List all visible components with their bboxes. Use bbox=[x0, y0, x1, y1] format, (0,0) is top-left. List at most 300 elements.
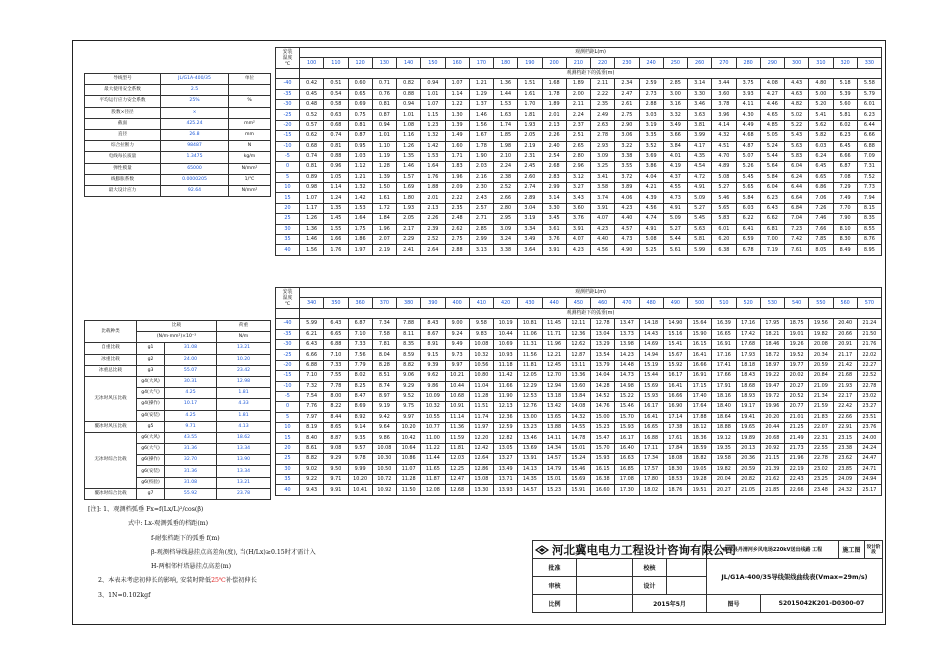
sag-value: 7.66 bbox=[809, 224, 833, 234]
span-header: 550 bbox=[809, 298, 833, 308]
sag-value: 10.19 bbox=[494, 319, 518, 329]
sag-value: 23.38 bbox=[833, 443, 857, 453]
sag-value: 1.07 bbox=[445, 79, 469, 89]
temperature-cell: 40 bbox=[276, 485, 300, 495]
sag-value: 5.65 bbox=[736, 183, 760, 193]
sag-value: 3.55 bbox=[615, 162, 639, 172]
param-cell: % bbox=[229, 96, 271, 107]
sag-value: 18.21 bbox=[760, 329, 784, 339]
sag-value: 3.00 bbox=[663, 89, 687, 99]
sag-value: 17.42 bbox=[736, 329, 760, 339]
sag-value: 10.42 bbox=[397, 433, 421, 443]
sag-value: 2.03 bbox=[469, 162, 493, 172]
sag-value: 6.03 bbox=[736, 203, 760, 213]
sag-value: 3.06 bbox=[615, 131, 639, 141]
sag-value: 6.23 bbox=[760, 193, 784, 203]
temperature-cell: 35 bbox=[276, 475, 300, 485]
sag-value: 11.28 bbox=[397, 475, 421, 485]
sag-value: 2.19 bbox=[518, 141, 542, 151]
load-row bbox=[85, 354, 271, 365]
sag-value: 15.69 bbox=[566, 475, 590, 485]
sag-value: 17.38 bbox=[663, 423, 687, 433]
sag-value: 5.84 bbox=[736, 193, 760, 203]
sag-value: 11.36 bbox=[445, 423, 469, 433]
span-header: 170 bbox=[469, 58, 493, 68]
sag-value: 15.01 bbox=[566, 443, 590, 453]
sag-value: 1.30 bbox=[445, 110, 469, 120]
sag-value: 5.84 bbox=[760, 172, 784, 182]
sag-value: 23.85 bbox=[833, 464, 857, 474]
sag-value: 1.89 bbox=[542, 99, 566, 109]
sag-value: 5.25 bbox=[639, 245, 663, 255]
sag-value: 10.91 bbox=[445, 402, 469, 412]
sag-value: 7.09 bbox=[857, 151, 881, 161]
note-2: 2、本表未考虑初伸长的影响, 安装时降低25℃补偿初伸长 bbox=[98, 577, 257, 585]
sag-value: 5.99 bbox=[300, 319, 324, 329]
temperature-cell: 0 bbox=[276, 162, 300, 172]
sag-value: 19.77 bbox=[785, 360, 809, 370]
sag-value: 16.66 bbox=[688, 360, 712, 370]
sag-value: 0.98 bbox=[300, 183, 324, 193]
design-stage-label: 设计阶段 bbox=[865, 541, 883, 559]
temperature-cell: 15 bbox=[276, 193, 300, 203]
span-header: 310 bbox=[809, 58, 833, 68]
sag-value: 2.10 bbox=[494, 151, 518, 161]
sag-value: 0.89 bbox=[300, 172, 324, 182]
sag-value: 13.54 bbox=[591, 350, 615, 360]
sag-value: 2.75 bbox=[445, 235, 469, 245]
sag-value: 1.07 bbox=[421, 99, 445, 109]
sag-value: 8.65 bbox=[324, 423, 348, 433]
sag-value: 1.72 bbox=[372, 203, 396, 213]
sag-value: 8.91 bbox=[421, 339, 445, 349]
span-header: 390 bbox=[421, 298, 445, 308]
sag-row bbox=[276, 151, 882, 161]
sag-value: 8.15 bbox=[857, 203, 881, 213]
sag-value: 4.85 bbox=[760, 120, 784, 130]
load-kind: 覆冰时综合比载 bbox=[85, 488, 137, 499]
sag-value: 11.97 bbox=[469, 423, 493, 433]
temperature-cell: 40 bbox=[276, 245, 300, 255]
sag-value: 23.48 bbox=[809, 485, 833, 495]
sag-value: 3.03 bbox=[639, 110, 663, 120]
sag-value: 9.29 bbox=[324, 454, 348, 464]
sag-value: 3.61 bbox=[542, 224, 566, 234]
sag-value: 1.45 bbox=[324, 214, 348, 224]
sag-value: 2.52 bbox=[494, 183, 518, 193]
sag-value: 20.68 bbox=[760, 433, 784, 443]
sag-value: 15.01 bbox=[542, 475, 566, 485]
sag-value: 1.21 bbox=[469, 79, 493, 89]
sag-value: 2.37 bbox=[566, 120, 590, 130]
sag-value: 12.78 bbox=[591, 319, 615, 329]
sag-value: 22.42 bbox=[833, 402, 857, 412]
sag-value: 4.43 bbox=[785, 79, 809, 89]
sag-value: 7.33 bbox=[324, 360, 348, 370]
sag-value: 15.00 bbox=[591, 412, 615, 422]
temperature-cell: 25 bbox=[276, 214, 300, 224]
sag-value: 5.60 bbox=[833, 99, 857, 109]
sag-value: 11.59 bbox=[445, 433, 469, 443]
sag-value: 10.64 bbox=[397, 443, 421, 453]
param-row bbox=[85, 163, 271, 174]
sag-value: 7.33 bbox=[348, 339, 372, 349]
note-1-h: H-两相邻杆塔悬挂点高差(m) bbox=[151, 563, 232, 571]
param-cell: 电线每长质量 bbox=[85, 152, 161, 163]
project-name: 康保县丹清河乡风电场220kV送出线路 工程 bbox=[707, 541, 839, 559]
sag-value: 17.16 bbox=[712, 350, 736, 360]
temperature-cell: 0 bbox=[276, 402, 300, 412]
sag-value: 7.10 bbox=[300, 371, 324, 381]
sag-value: 20.44 bbox=[760, 423, 784, 433]
sag-value: 3.04 bbox=[518, 203, 542, 213]
sag-value: 4.82 bbox=[785, 99, 809, 109]
sag-value: 24.94 bbox=[857, 475, 881, 485]
sag-value: 1.78 bbox=[469, 141, 493, 151]
sag-value: 12.29 bbox=[518, 381, 542, 391]
sag-value: 3.91 bbox=[591, 203, 615, 213]
sag-value: 0.87 bbox=[372, 110, 396, 120]
sag-value: 2.88 bbox=[445, 245, 469, 255]
load-value: 55.07 bbox=[165, 365, 217, 376]
sag-value: 6.01 bbox=[712, 224, 736, 234]
param-row bbox=[85, 129, 271, 140]
sag-value: 3.91 bbox=[566, 224, 590, 234]
sag-value: 10.20 bbox=[397, 423, 421, 433]
sag-row bbox=[276, 89, 882, 99]
span-title: 观测档距L(m) bbox=[300, 288, 882, 298]
sag-value: 8.87 bbox=[324, 433, 348, 443]
sag-value: 21.05 bbox=[736, 485, 760, 495]
sag-value: 1.98 bbox=[494, 141, 518, 151]
sag-value: 9.78 bbox=[348, 454, 372, 464]
load-value: 31.36 bbox=[165, 444, 217, 455]
span-header: 460 bbox=[591, 298, 615, 308]
sag-value: 5.07 bbox=[736, 151, 760, 161]
param-cell: 最大设计应力 bbox=[85, 185, 161, 196]
sag-value: 12.05 bbox=[518, 371, 542, 381]
sag-value: 1.71 bbox=[445, 151, 469, 161]
sag-value: 21.39 bbox=[760, 464, 784, 474]
sag-value: 24.47 bbox=[857, 454, 881, 464]
param-cell: 线膨胀系数 bbox=[85, 174, 161, 185]
sag-value: 5.58 bbox=[857, 79, 881, 89]
load-code: g4(大风) bbox=[137, 376, 165, 387]
sag-value: 11.81 bbox=[445, 443, 469, 453]
sag-value: 10.44 bbox=[494, 329, 518, 339]
sag-value: 19.56 bbox=[809, 319, 833, 329]
temperature-cell: -25 bbox=[276, 110, 300, 120]
sag-value: 0.88 bbox=[397, 89, 421, 99]
sag-value: 15.41 bbox=[663, 339, 687, 349]
sag-value: 4.08 bbox=[760, 79, 784, 89]
load-value: 24.00 bbox=[165, 354, 217, 365]
span-header: 540 bbox=[785, 298, 809, 308]
sag-value: 13.11 bbox=[566, 360, 590, 370]
sag-value: 3.09 bbox=[494, 224, 518, 234]
sag-row bbox=[276, 433, 882, 443]
sag-value: 9.71 bbox=[324, 475, 348, 485]
sag-value: 17.34 bbox=[639, 454, 663, 464]
sag-value: 5.83 bbox=[785, 151, 809, 161]
sag-value: 5.22 bbox=[785, 120, 809, 130]
sag-row bbox=[276, 402, 882, 412]
sag-value: 17.93 bbox=[736, 350, 760, 360]
sag-value: 1.35 bbox=[324, 203, 348, 213]
sag-value: 15.44 bbox=[639, 371, 663, 381]
sag-row bbox=[276, 183, 882, 193]
sag-value: 2.99 bbox=[469, 235, 493, 245]
sag-value: 4.80 bbox=[809, 79, 833, 89]
sag-value: 2.61 bbox=[615, 99, 639, 109]
sag-value: 6.04 bbox=[785, 162, 809, 172]
sag-value: 9.14 bbox=[348, 423, 372, 433]
sag-value: 19.01 bbox=[785, 329, 809, 339]
sag-value: 15.47 bbox=[591, 433, 615, 443]
sag-value: 19.72 bbox=[760, 391, 784, 401]
sag-value: 21.68 bbox=[833, 371, 857, 381]
sag-value: 4.14 bbox=[712, 120, 736, 130]
sag-value: 1.01 bbox=[421, 89, 445, 99]
sag-value: 21.62 bbox=[760, 475, 784, 485]
sag-value: 12.70 bbox=[542, 371, 566, 381]
sag-value: 0.74 bbox=[300, 151, 324, 161]
sag-value: 17.15 bbox=[688, 381, 712, 391]
force-unit: N/m bbox=[217, 332, 271, 343]
sag-value: 2.16 bbox=[469, 172, 493, 182]
sag-value: 1.80 bbox=[397, 193, 421, 203]
sag-value: 6.81 bbox=[760, 224, 784, 234]
param-cell: 直径 bbox=[85, 129, 161, 140]
sag-value: 1.44 bbox=[494, 89, 518, 99]
sag-value: 22.27 bbox=[857, 360, 881, 370]
sag-value: 2.13 bbox=[421, 203, 445, 213]
sag-value: 13.05 bbox=[494, 443, 518, 453]
sag-value: 8.40 bbox=[300, 433, 324, 443]
sag-value: 23.62 bbox=[833, 454, 857, 464]
sag-value: 4.23 bbox=[591, 224, 615, 234]
sag-value: 2.31 bbox=[518, 151, 542, 161]
sag-value: 4.30 bbox=[736, 110, 760, 120]
sag-value: 5.65 bbox=[712, 203, 736, 213]
sag-value: 7.61 bbox=[785, 245, 809, 255]
param-cell: 425.24 bbox=[161, 118, 229, 129]
sag-value: 8.30 bbox=[833, 235, 857, 245]
sag-value: 22.43 bbox=[785, 475, 809, 485]
sag-value: 14.73 bbox=[615, 371, 639, 381]
sag-value: 19.26 bbox=[785, 339, 809, 349]
sag-value: 2.60 bbox=[518, 172, 542, 182]
company-logo-icon bbox=[535, 545, 549, 555]
param-row bbox=[85, 118, 271, 129]
sag-value: 1.61 bbox=[372, 193, 396, 203]
sag-value: 1.88 bbox=[421, 183, 445, 193]
sag-value: 9.83 bbox=[469, 329, 493, 339]
sag-value: 3.75 bbox=[736, 79, 760, 89]
sag-value: 1.05 bbox=[324, 172, 348, 182]
sag-row bbox=[276, 235, 882, 245]
date: 2015年5月 bbox=[633, 595, 707, 613]
span-header: 400 bbox=[445, 298, 469, 308]
sag-value: 0.58 bbox=[324, 99, 348, 109]
design-phase: 施工图 bbox=[839, 541, 865, 559]
sag-value: 12.62 bbox=[566, 339, 590, 349]
sag-value: 6.04 bbox=[760, 183, 784, 193]
sag-value: 12.76 bbox=[518, 402, 542, 412]
temperature-cell: 5 bbox=[276, 172, 300, 182]
sag-value: 4.55 bbox=[663, 183, 687, 193]
sag-value: 0.60 bbox=[348, 79, 372, 89]
sag-row bbox=[276, 454, 882, 464]
sag-value: 3.99 bbox=[688, 131, 712, 141]
param-header-cell: JL/G1A-400/35 bbox=[161, 74, 229, 85]
sag-value: 4.01 bbox=[663, 151, 687, 161]
sag-value: 19.28 bbox=[688, 475, 712, 485]
sag-value: 9.64 bbox=[372, 423, 396, 433]
design-label: 设计 bbox=[633, 577, 667, 595]
temperature-cell: -40 bbox=[276, 79, 300, 89]
sag-row bbox=[276, 79, 882, 89]
sag-value: 1.53 bbox=[348, 203, 372, 213]
sag-value: 4.35 bbox=[688, 151, 712, 161]
sag-value: 3.81 bbox=[688, 120, 712, 130]
sag-value: 1.36 bbox=[494, 79, 518, 89]
sag-value: 22.17 bbox=[833, 391, 857, 401]
sag-value: 16.15 bbox=[688, 339, 712, 349]
span-header: 380 bbox=[397, 298, 421, 308]
sag-value: 12.53 bbox=[518, 391, 542, 401]
sag-value: 4.07 bbox=[566, 235, 590, 245]
load-header: 比载 bbox=[137, 321, 217, 332]
sag-row bbox=[276, 443, 882, 453]
sag-value: 3.91 bbox=[542, 245, 566, 255]
sag-row bbox=[276, 339, 882, 349]
load-value: 4.25 bbox=[165, 410, 217, 421]
sag-value: 6.22 bbox=[736, 214, 760, 224]
sag-value: 3.93 bbox=[736, 89, 760, 99]
sag-value: 6.43 bbox=[324, 319, 348, 329]
sag-value: 10.86 bbox=[397, 454, 421, 464]
sag-value: 2.43 bbox=[469, 193, 493, 203]
sag-value: 10.56 bbox=[469, 360, 493, 370]
sag-value: 4.90 bbox=[615, 245, 639, 255]
span-header: 360 bbox=[348, 298, 372, 308]
sag-value: 19.96 bbox=[760, 402, 784, 412]
sag-value: 0.87 bbox=[348, 131, 372, 141]
sag-value: 12.94 bbox=[542, 381, 566, 391]
span-header: 350 bbox=[324, 298, 348, 308]
sag-value: 10.21 bbox=[445, 371, 469, 381]
sag-value: 17.95 bbox=[760, 319, 784, 329]
sag-value: 6.87 bbox=[348, 319, 372, 329]
sag-value: 1.63 bbox=[494, 110, 518, 120]
sag-value: 7.29 bbox=[833, 183, 857, 193]
param-cell: 1.3475 bbox=[161, 152, 229, 163]
sag-value: 1.53 bbox=[421, 151, 445, 161]
sag-title-row bbox=[276, 288, 882, 298]
note-1-f: f-耐张档距下的弧垂 f(m) bbox=[151, 534, 220, 542]
specific-load-table bbox=[84, 320, 271, 500]
sag-value: 6.78 bbox=[736, 245, 760, 255]
param-header-cell: 导线型号 bbox=[85, 74, 161, 85]
load-kind: 无冰时风压比载 bbox=[85, 376, 137, 421]
sag-value: 1.90 bbox=[469, 151, 493, 161]
sag-value: 17.57 bbox=[639, 464, 663, 474]
sag-value: 20.66 bbox=[833, 329, 857, 339]
sag-value: 8.74 bbox=[372, 381, 396, 391]
span-header-row bbox=[276, 298, 882, 308]
sag-value: 18.30 bbox=[663, 464, 687, 474]
sag-value: 13.60 bbox=[566, 381, 590, 391]
sag-value: 2.85 bbox=[663, 79, 687, 89]
sag-value: 18.40 bbox=[712, 402, 736, 412]
sag-value: 13.65 bbox=[542, 412, 566, 422]
sag-value: 22.78 bbox=[857, 381, 881, 391]
param-header-row bbox=[85, 74, 271, 85]
sag-value: 6.23 bbox=[833, 131, 857, 141]
sag-value: 14.94 bbox=[639, 350, 663, 360]
sag-value: 1.64 bbox=[348, 214, 372, 224]
sag-value: 1.14 bbox=[445, 89, 469, 99]
force-value: 4.33 bbox=[217, 399, 271, 410]
sag-title-row bbox=[276, 48, 882, 58]
sag-value: 10.09 bbox=[421, 391, 445, 401]
sag-value: 1.76 bbox=[421, 172, 445, 182]
sag-value: 6.66 bbox=[833, 151, 857, 161]
sag-value: 0.65 bbox=[348, 89, 372, 99]
span-header: 240 bbox=[639, 58, 663, 68]
load-kind: 冰重比载 bbox=[85, 354, 137, 365]
sag-value: 3.25 bbox=[591, 162, 615, 172]
sag-value: 9.57 bbox=[348, 443, 372, 453]
sag-value: 9.52 bbox=[397, 391, 421, 401]
sag-value: 5.00 bbox=[809, 89, 833, 99]
sag-value: 7.10 bbox=[324, 350, 348, 360]
sag-value: 5.45 bbox=[736, 172, 760, 182]
temperature-cell: 20 bbox=[276, 203, 300, 213]
force-value: 13.34 bbox=[217, 444, 271, 455]
sag-value: 16.15 bbox=[591, 464, 615, 474]
sag-value: 9.91 bbox=[324, 485, 348, 495]
span-header: 490 bbox=[663, 298, 687, 308]
sag-value: 21.34 bbox=[809, 391, 833, 401]
sag-value: 20.59 bbox=[809, 360, 833, 370]
sag-row bbox=[276, 423, 882, 433]
param-row bbox=[85, 152, 271, 163]
sag-value: 8.51 bbox=[372, 371, 396, 381]
sag-value: 7.73 bbox=[857, 183, 881, 193]
param-cell: 综合拉断力 bbox=[85, 141, 161, 152]
sag-value: 16.63 bbox=[615, 454, 639, 464]
sag-value: 9.22 bbox=[300, 475, 324, 485]
sag-value: 7.34 bbox=[372, 319, 396, 329]
load-code: g7 bbox=[137, 488, 165, 499]
sag-row bbox=[276, 350, 882, 360]
sag-value: 14.23 bbox=[615, 350, 639, 360]
conductor-parameter-table bbox=[84, 73, 271, 197]
sag-value: 16.41 bbox=[688, 350, 712, 360]
sag-value: 18.43 bbox=[736, 371, 760, 381]
sag-value: 11.45 bbox=[542, 319, 566, 329]
scale-label: 比例 bbox=[533, 595, 577, 613]
sag-value: 5.62 bbox=[809, 120, 833, 130]
corner-label: 安装 bbox=[282, 288, 293, 295]
sag-value: 7.19 bbox=[760, 245, 784, 255]
sag-value: 1.23 bbox=[421, 120, 445, 130]
sag-value: 9.24 bbox=[445, 329, 469, 339]
sag-value: 22.02 bbox=[857, 350, 881, 360]
param-row bbox=[85, 141, 271, 152]
